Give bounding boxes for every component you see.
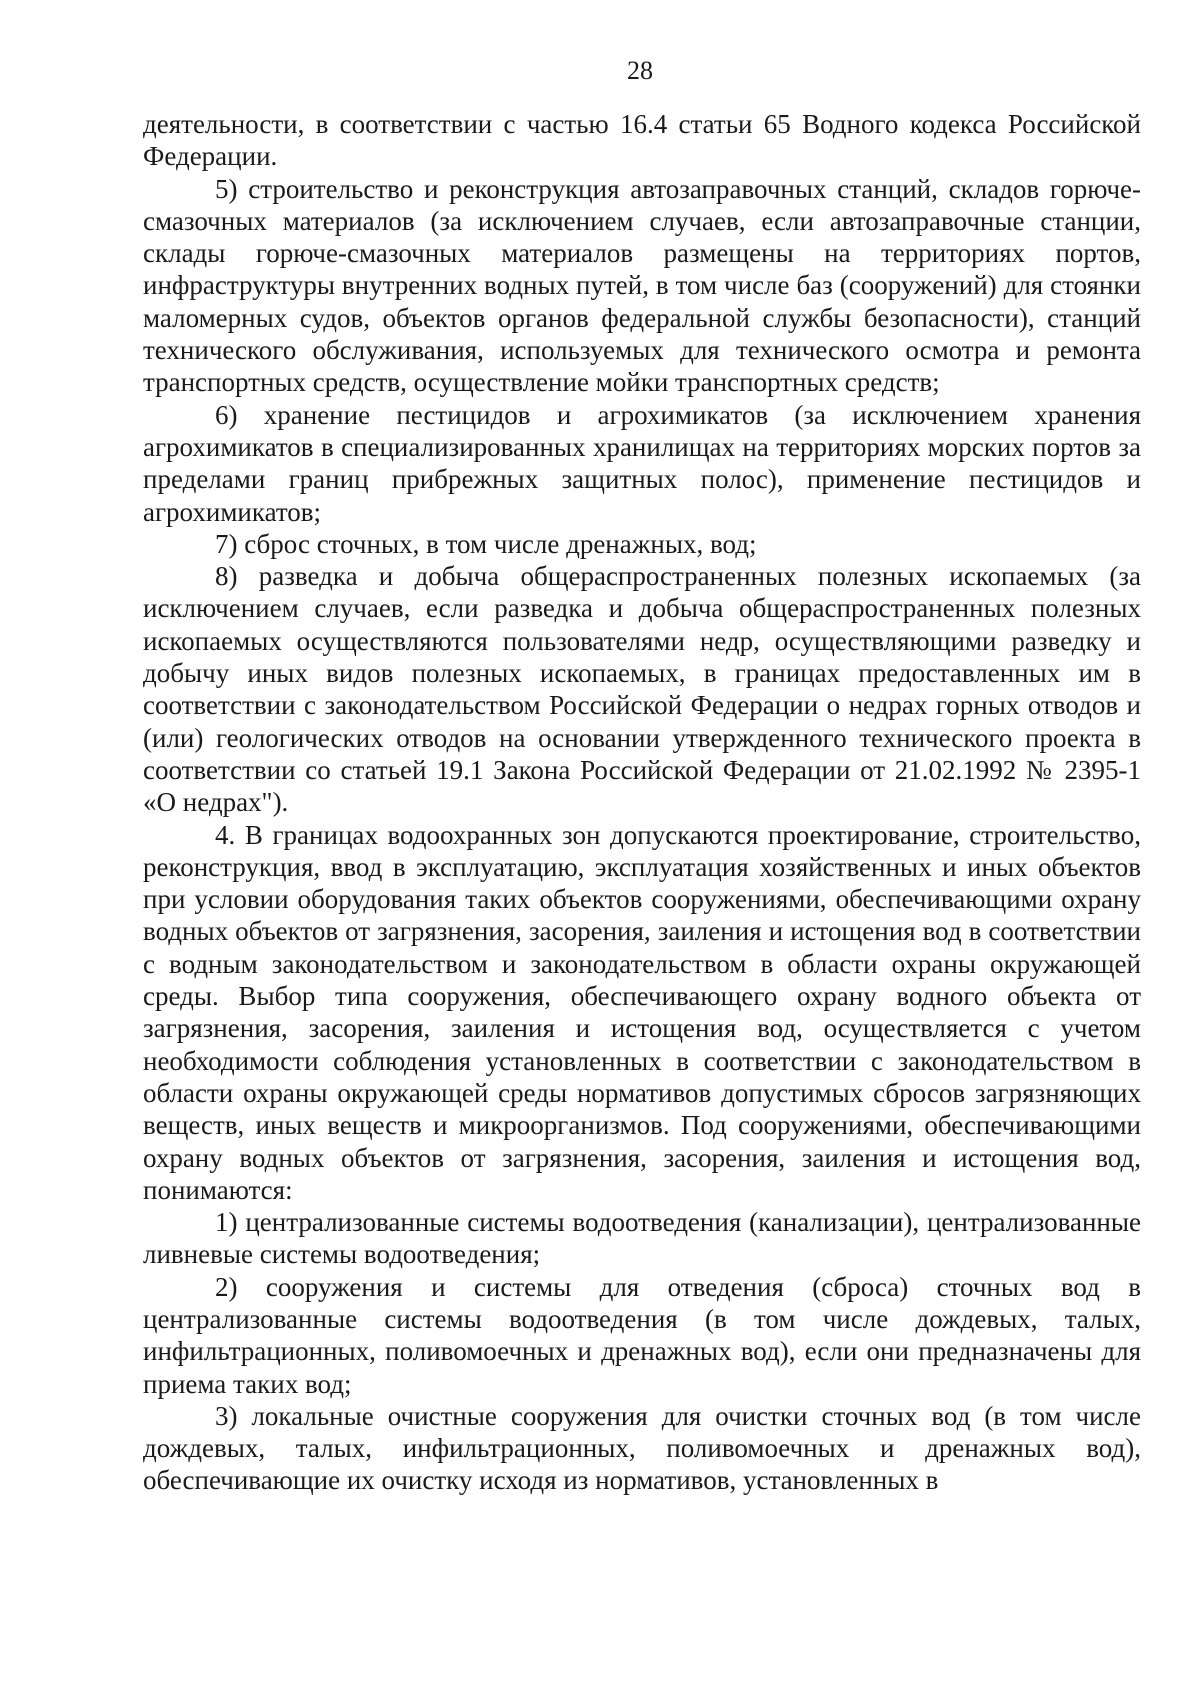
paragraph-subitem-1: 1) централизованные системы водоотведения (канализации), централизованные ливневые системы водоотведения; [143,1207,1141,1270]
paragraph-item-5: 5) строительство и реконструкция автозаправочных станций, складов горюче-смазочных материалов (за исключением случаев, если автозаправочные станции, склады горюче-смазочных материалов размещены на территориях портов, инфраструктуры внутренних водных путей, в том числе баз (сооружений) для стоянки маломерных судов, объектов органов федеральной службы безопасности), станций технического обслуживания, используемых для технического осмотра и ремонта транспортных средств, осуществление мойки транспортных средств; [143,173,1141,398]
page-number: 28 [627,56,653,85]
paragraph-item-8: 8) разведка и добыча общераспространенных полезных ископаемых (за исключением случаев, если разведка и добыча общераспространенных полезных ископаемых осуществляются пользователями недр, осуществляющими разведку и добычу иных видов полезных ископаемых, в границах предоставленных им в соответствии с законодательством Российской Федерации о недрах горных отводов и (или) геологических отводов на основании утвержденного технического проекта в соответствии со статьей 19.1 Закона Российской Федерации от 21.02.1992 № 2395-1 «О недрах"). [143,561,1141,818]
paragraph-subitem-3: 3) локальные очистные сооружения для очистки сточных вод (в том числе дождевых, талых, инфильтрационных, поливомоечных и дренажных вод), обеспечивающие их очистку исходя из нормативов, установленных в [143,1400,1141,1496]
paragraph-item-6: 6) хранение пестицидов и агрохимикатов (за исключением хранения агрохимикатов в специализированных хранилищах на территориях морских портов за пределами границ прибрежных защитных полос), применение пестицидов и агрохимикатов; [143,399,1141,527]
document-body [143,108,1141,1497]
paragraph-section-4: 4. В границах водоохранных зон допускаются проектирование, строительство, реконструкция, ввод в эксплуатацию, эксплуатация хозяйственных и иных объектов при условии оборудования таких объектов сооружениями, обеспечивающими охрану водных объектов от загрязнения, засорения, заиления и истощения вод в соответствии с водным законодательством и законодательством в области охраны окружающей среды. Выбор типа сооружения, обеспечивающего охрану водного объекта от загрязнения, засорения, заиления и истощения вод, осуществляется с учетом необходимости соблюдения установленных в соответствии с законодательством в области охраны окружающей среды нормативов допустимых сбросов загрязняющих веществ, иных веществ и микроорганизмов. Под сооружениями, обеспечивающими охрану водных объектов от загрязнения, засорения, заиления и истощения вод, понимаются: [143,819,1141,1205]
paragraph-item-7: 7) сброс сточных, в том числе дренажных, вод; [215,528,757,559]
paragraph-continuation: деятельности, в соответствии с частью 16.4 статьи 65 Водного кодекса Российской Федерации. [143,109,1141,172]
paragraph-subitem-2: 2) сооружения и системы для отведения (сброса) сточных вод в централизованные системы водоотведения (в том числе дождевых, талых, инфильтрационных, поливомоечных и дренажных вод), если они предназначены для приема таких вод; [143,1271,1141,1399]
